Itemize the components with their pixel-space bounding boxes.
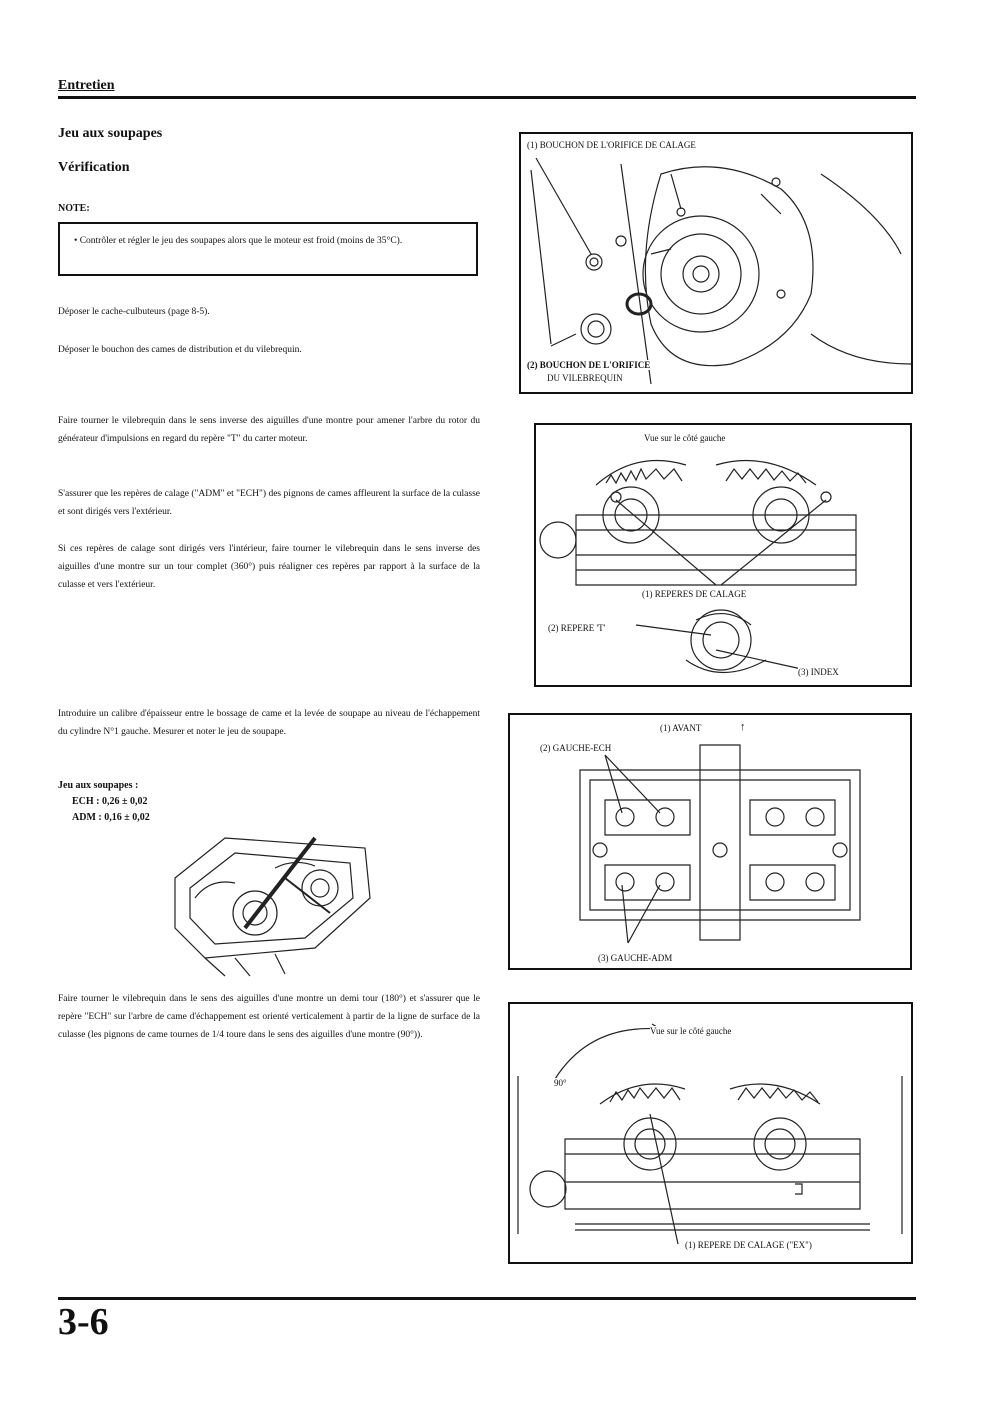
note-text: • Contrôler et régler le jeu des soupapes alors que le moteur est froid (moins de 35°C). xyxy=(74,236,403,246)
paragraph-turn-crankshaft: Faire tourner le vilebrequin dans le sens inverse des aiguilles d'une montre pour amener l'arbre du rotor du générateur d'impulsions en regard du repère "T" du carter moteur. xyxy=(58,416,480,444)
fig2-label-timing-marks: (1) REPERES DE CALAGE xyxy=(642,589,747,599)
fig1-label-timing-plug: (1) BOUCHON DE L'ORIFICE DE CALAGE xyxy=(527,140,696,150)
fig3-label-intake: (3) GAUCHE-ADM xyxy=(598,953,673,963)
footer-rule xyxy=(58,1297,916,1300)
subsection-title: Vérification xyxy=(58,160,130,175)
paragraph-half-turn: Faire tourner le vilebrequin dans le sens des aiguilles d'une montre un demi tour (180°) et s'assurer que le repère "ECH" sur l'arbre de came d'échappement est orienté verticalement à partir de la ligne de surface de la culasse (les pignons de came tournes de 1/4 toure dans le sens des aiguilles d'une montre (90°)). xyxy=(58,994,480,1040)
paragraph-realign: Si ces repères de calage sont dirigés vers l'intérieur, faire tourner le vilebrequin dans le sens inverse des aiguilles d'une montre sur un tour complet (360°) puis réaligner ces repères par rapport à la surface de la culasse et vers l'extérieur. xyxy=(58,544,480,590)
figure-timing-marks xyxy=(534,423,912,687)
paragraph-remove-cover: Déposer le cache-culbuteurs (page 8-5). xyxy=(58,307,210,317)
note-box xyxy=(58,222,478,276)
figure-timing-plugs xyxy=(519,132,913,394)
spec-heading: Jeu aux soupapes : xyxy=(58,780,139,791)
spec-value: 0,26 ± 0,02 xyxy=(102,796,148,807)
spec-label: ECH : xyxy=(72,796,100,807)
feeler-gauge-illustration xyxy=(165,818,375,978)
header-rule xyxy=(58,96,916,99)
spec-row-ech xyxy=(72,796,148,807)
figure-ex-timing-mark xyxy=(508,1002,913,1264)
fig3-label-exhaust: (2) GAUCHE-ECH xyxy=(540,743,612,753)
section-title: Jeu aux soupapes xyxy=(58,126,163,141)
fig4-angle-label: 90° xyxy=(554,1078,567,1088)
paragraph-check-marks: S'assurer que les repères de calage ("ADM" et "ECH") des pignons de cames affleurent la surface de la culasse et sont dirigés vers l'extérieur. xyxy=(58,489,480,517)
spec-row-adm xyxy=(72,812,150,823)
spec-label: ADM : xyxy=(72,812,102,823)
fig2-label-t-mark: (2) REPERE 'T' xyxy=(548,623,606,633)
paragraph-remove-plugs: Déposer le bouchon des cames de distribution et du vilebrequin. xyxy=(58,345,302,355)
running-header: Entretien xyxy=(58,78,115,93)
fig2-view-label: Vue sur le côté gauche xyxy=(644,433,726,443)
fig2-label-index: (3) INDEX xyxy=(798,667,839,677)
spec-value: 0,16 ± 0,02 xyxy=(104,812,150,823)
page-number: 3-6 xyxy=(58,1301,109,1343)
fig1-label-crank-plug-2: DU VILEBREQUIN xyxy=(547,373,623,383)
note-label: NOTE: xyxy=(58,203,90,214)
fig4-view-label: Vue sur le côté gauche xyxy=(650,1026,732,1036)
fig1-label-crank-plug: (2) BOUCHON DE L'ORIFICE xyxy=(527,360,651,370)
front-arrow-icon: ↑ xyxy=(740,721,746,733)
paragraph-measure: Introduire un calibre d'épaisseur entre le bossage de came et la levée de soupape au niveau de l'échappement du cylindre N°1 gauche. Mesurer et noter le jeu de soupape. xyxy=(58,709,480,737)
fig3-label-front: (1) AVANT xyxy=(660,723,702,733)
fig4-label-ex-mark: (1) REPERE DE CALAGE ("EX") xyxy=(685,1240,812,1250)
figure-valve-layout xyxy=(508,713,912,970)
